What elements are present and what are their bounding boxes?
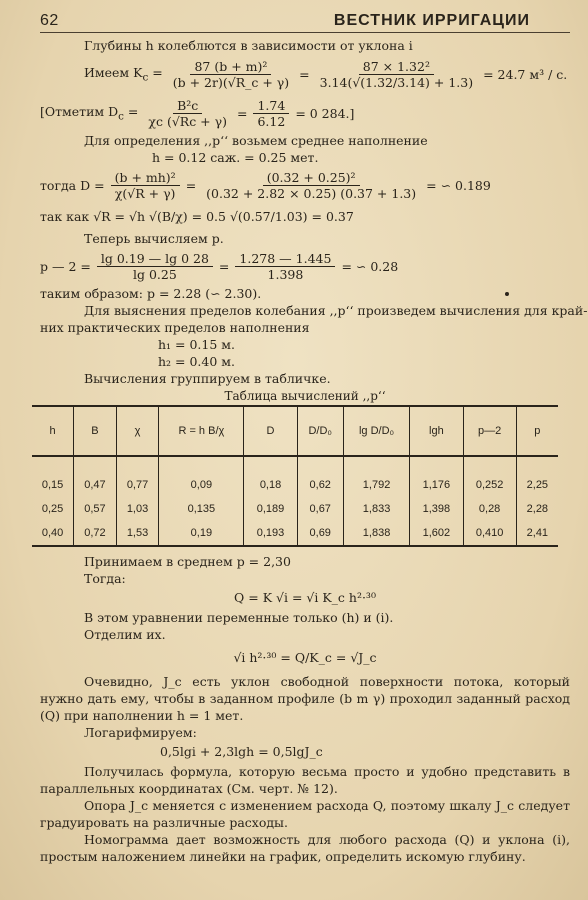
text-line: них практических пределов наполнения [40, 320, 310, 335]
table-header-cell: lgh [410, 406, 463, 456]
text-line: h₂ = 0.40 м. [158, 354, 235, 369]
table-header-cell: p [516, 406, 558, 456]
formula-q: Q = K √i = √i K_c h²·³⁰ [234, 590, 376, 605]
fraction: $\frac{1.278 — 1.445}{1.398}$ [235, 251, 335, 282]
page-number: 62 [40, 12, 59, 29]
table-cell: 0,15 [41, 479, 64, 491]
formula-log: 0,5lgi + 2,3lgh = 0,5lgJ_c [160, 744, 323, 759]
paragraph: Получилась формула, которую весьма просто и удобно представить в параллельных координатах (См. черт. № 12). [40, 764, 570, 796]
table-header-cell: D [244, 406, 297, 456]
table-cell: 1,398 [410, 497, 463, 521]
table-spacer-cell [244, 456, 297, 473]
table-header-cell: lg D/D₀ [343, 406, 409, 456]
formula-jc: √i h²·³⁰ = Q/K_c = √J_c [233, 650, 377, 665]
table-cell: 0,25 [41, 503, 64, 515]
text-line: Принимаем в среднем p = 2,30 [84, 554, 291, 569]
table-row [32, 521, 558, 546]
table-spacer-cell [74, 456, 117, 473]
formula-kc: Имеем $K_c$ = $\frac{\text{87 (b + m)²}}{(b + 2r)(√R\_c + \gamma)}$ = $\frac{\text{87 × 1.32²}}{3.14(√(1.32/3.14) + 1.3)}$ = 24.7 м³ / c. [84, 58, 568, 90]
table-cell: 0,193 [244, 521, 297, 546]
table-spacer-cell [116, 456, 159, 473]
paragraph: Номограмма дает возможность для любого расхода (Q) и уклона (i), простым наложением линейки на график, определить искомую глубину. [40, 832, 570, 864]
table-cell: 1,838 [343, 521, 409, 546]
text-line: Теперь вычисляем p. [84, 231, 224, 246]
table-row [32, 497, 558, 521]
table-cell: 0,28 [463, 497, 516, 521]
formula-r: так как √R = √h √(B/χ) = 0.5 √(0.57/1.03) = 0.37 [40, 209, 354, 224]
table-cell: 0,410 [463, 521, 516, 546]
page-header [40, 12, 570, 33]
table-cell: 0,40 [32, 521, 74, 546]
table-header-row [32, 406, 558, 456]
fraction: $\frac{\text{87 × 1.32²}}{3.14(√(1.32/3.14) + 1.3)}$ [319, 58, 474, 90]
fraction: $\frac{\lg 0.19 — \lg 0 28}{\lg 0.25}$ [97, 251, 213, 282]
table-cell: 1,176 [410, 473, 463, 497]
table-cell: 2,28 [516, 497, 558, 521]
table-cell: 1,03 [116, 497, 159, 521]
fraction: $\frac{\text{(0.32 + 0.25)²}}{(0.32 + 2.82 \times 0.25) (0.37 + 1.3)}$ [206, 169, 417, 201]
table-header-cell: B [74, 406, 117, 456]
text-line: Глубины h колеблются в зависимости от уклона i [84, 38, 413, 53]
table-cell: 0,69 [297, 521, 343, 546]
text-line: Тогда: [84, 571, 126, 586]
text-line: таким образом: p = 2.28 (∽ 2.30). [40, 286, 262, 301]
text-line: Для выяснения пределов колебания ,,p‘‘ произведем вычисления для край- [84, 303, 588, 318]
table-cell: 0,19 [159, 521, 244, 546]
table-cell: 0,252 [463, 473, 516, 497]
fraction: $\frac{1.74}{6.12}$ [253, 98, 289, 129]
fraction: $\frac{\text{(b + mh)²}}{\chi(√R + \gamma)}$ [111, 170, 180, 201]
text-line: h₁ = 0.15 м. [158, 337, 235, 352]
ink-dot [505, 292, 509, 296]
table-cell: 0,62 [297, 473, 343, 497]
fraction: $\frac{\text{B²c}}{\chi c (√Rc + \gamma)}$ [148, 97, 227, 129]
table-cell: 0,135 [159, 497, 244, 521]
table-header-cell: χ [116, 406, 159, 456]
table-header-cell: p—2 [463, 406, 516, 456]
table-spacer-cell [343, 456, 409, 473]
table-cell: 0,57 [74, 497, 117, 521]
table-cell: 0,67 [297, 497, 343, 521]
table-spacer-cell [463, 456, 516, 473]
calculation-table [32, 405, 558, 547]
table-cell: 1,602 [410, 521, 463, 546]
table-header-cell: R = h B/χ [159, 406, 244, 456]
table-header-cell: h [32, 406, 74, 456]
journal-title: ВЕСТНИК ИРРИГАЦИИ [333, 12, 530, 29]
table-cell: 0,47 [74, 473, 117, 497]
text-line: Для определения ,,p‘‘ возьмем среднее наполнение [84, 133, 428, 148]
paragraph: Опора J_c меняется с изменением расхода Q, поэтому шкалу J_c следует градуировать на различные расходы. [40, 798, 570, 830]
table-spacer-cell [516, 456, 558, 473]
table-header-cell: D/D₀ [297, 406, 343, 456]
formula-p: p — 2 = $\frac{\lg 0.19 — \lg 0 28}{\lg 0.25}$ = $\frac{1.278 — 1.445}{1.398}$ = ∽ 0.28 [40, 250, 399, 282]
fraction: $\frac{\text{87 (b + m)²}}{(b + 2r)(√R\_c + \gamma)}$ [172, 58, 290, 90]
table-spacer-row [32, 456, 558, 473]
table-cell: 2,41 [516, 521, 558, 546]
table-cell: 0,77 [116, 473, 159, 497]
text-line: Логарифмируем: [84, 725, 197, 740]
table-caption: Таблица вычислений ,,p‘‘ [224, 389, 386, 403]
table-cell: 0,189 [244, 497, 297, 521]
table-cell: 0,18 [244, 473, 297, 497]
table-body [32, 456, 558, 546]
table-spacer-cell [32, 456, 74, 473]
table-cell: 0,72 [74, 521, 117, 546]
table-cell: 1,792 [343, 473, 409, 497]
text-line: h = 0.12 саж. = 0.25 мет. [152, 150, 319, 165]
table-spacer-cell [159, 456, 244, 473]
table-spacer-cell [410, 456, 463, 473]
text-line: Вычисления группируем в табличке. [84, 371, 331, 386]
table-spacer-cell [297, 456, 343, 473]
text-line: В этом уравнении переменные только (h) и (i). [84, 610, 394, 625]
table-cell: 1,53 [116, 521, 159, 546]
table-cell: 0,09 [159, 473, 244, 497]
table-cell: 2,25 [516, 473, 558, 497]
text-line: Отделим их. [84, 627, 166, 642]
formula-dc: [Отметим $D_c$ = $\frac{\text{B²c}}{\chi c (√Rc + \gamma)}$ = $\frac{1.74}{6.12}$ = 0 284.] [40, 97, 355, 129]
table-row [32, 473, 558, 497]
table-cell: 1,833 [343, 497, 409, 521]
paragraph: Очевидно, J_c есть уклон свободной поверхности потока, который нужно дать ему, чтобы в заданном профиле (b m γ) проходил заданный расход (Q) при наполнении h = 1 мет. [40, 674, 570, 723]
formula-d: тогда D = $\frac{\text{(b + mh)²}}{\chi(√R + \gamma)}$ = $\frac{\text{(0.32 + 0.25)²}}{(0.32 + 2.82 \times 0.25) (0.37 + 1.3)}$ = ∽ 0.189 [40, 169, 491, 201]
